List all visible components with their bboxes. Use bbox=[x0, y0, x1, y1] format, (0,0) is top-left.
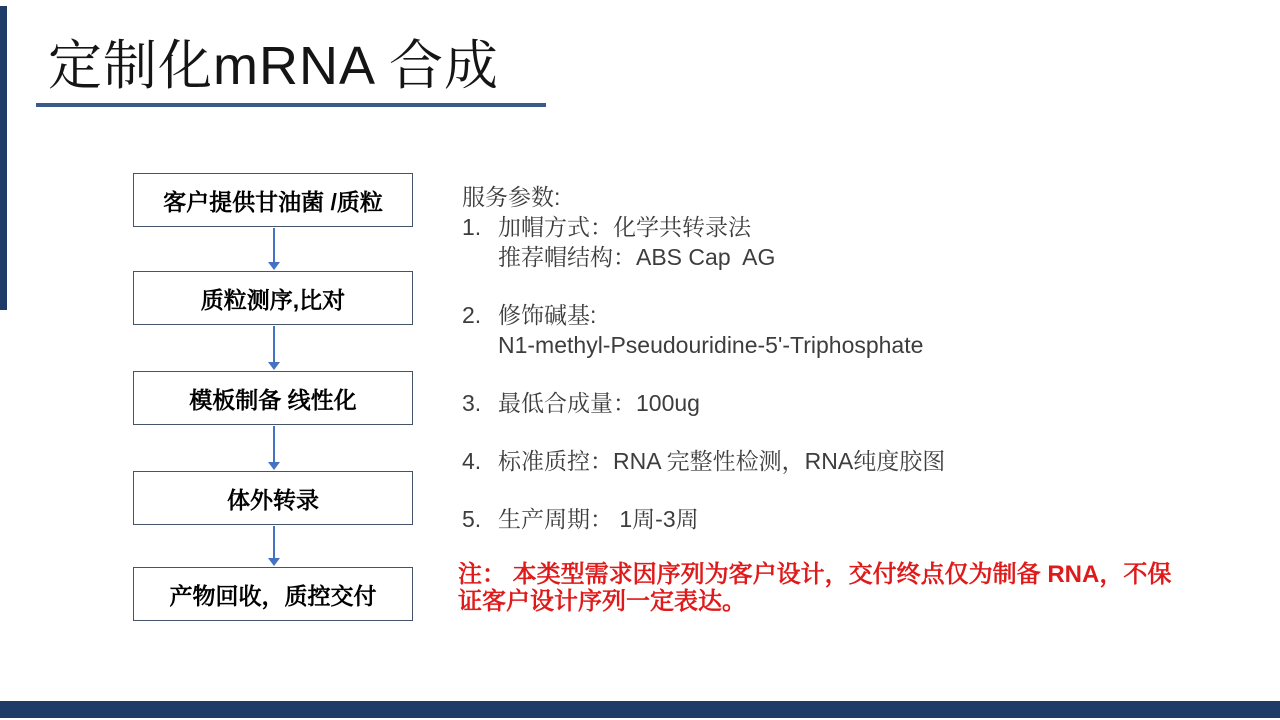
arrow-down-icon bbox=[268, 262, 280, 270]
flow-arrow-3 bbox=[267, 426, 280, 470]
note-line: 注： 本类型需求因序列为客户设计，交付终点仅为制备 RNA，不保 bbox=[458, 561, 1172, 588]
arrow-line bbox=[273, 526, 275, 559]
arrow-down-icon bbox=[268, 362, 280, 370]
note-text bbox=[458, 561, 1171, 615]
flow-step-2: 质粒测序,比对 bbox=[133, 271, 413, 325]
bottom-accent-bar bbox=[0, 701, 1280, 718]
param-item-5 bbox=[462, 504, 1252, 534]
flow-step-1: 客户提供甘油菌 /质粒 bbox=[133, 173, 413, 227]
param-line: 推荐帽结构：ABS Cap AG bbox=[498, 244, 776, 270]
flow-step-3: 模板制备 线性化 bbox=[133, 371, 413, 425]
flow-arrow-4 bbox=[267, 526, 280, 566]
param-item-3 bbox=[462, 388, 1252, 418]
flow-arrow-1 bbox=[267, 228, 280, 270]
param-item-number: 2. bbox=[462, 302, 482, 328]
param-item-1 bbox=[462, 212, 1252, 272]
title-underline bbox=[36, 103, 546, 107]
param-line: 加帽方式：化学共转录法 bbox=[498, 214, 751, 240]
param-item-2 bbox=[462, 300, 1252, 360]
param-item-number: 1. bbox=[462, 214, 482, 240]
arrow-line bbox=[273, 228, 275, 263]
arrow-line bbox=[273, 426, 275, 463]
param-line: 最低合成量：100ug bbox=[498, 390, 700, 416]
param-line: N1-methyl-Pseudouridine-5'-Triphosphate bbox=[498, 332, 924, 358]
param-item-number: 4. bbox=[462, 448, 482, 474]
arrow-down-icon bbox=[268, 558, 280, 566]
arrow-down-icon bbox=[268, 462, 280, 470]
flow-step-4: 体外转录 bbox=[133, 471, 413, 525]
param-item-number: 5. bbox=[462, 506, 482, 532]
note-line: 证客户设计序列一定表达。 bbox=[458, 588, 746, 615]
left-accent-bar bbox=[0, 6, 7, 310]
slide-title: 定制化mRNA 合成 bbox=[48, 36, 500, 96]
flow-step-5: 产物回收，质控交付 bbox=[133, 567, 413, 621]
params-heading: 服务参数: bbox=[462, 184, 561, 210]
flow-arrow-2 bbox=[267, 326, 280, 370]
arrow-line bbox=[273, 326, 275, 363]
param-item-number: 3. bbox=[462, 390, 482, 416]
param-line: 修饰碱基: bbox=[498, 302, 597, 328]
service-parameters bbox=[462, 182, 1252, 534]
param-line: 标准质控：RNA 完整性检测，RNA纯度胶图 bbox=[498, 448, 946, 474]
param-item-4 bbox=[462, 446, 1252, 476]
param-line: 生产周期： 1周-3周 bbox=[498, 506, 699, 532]
